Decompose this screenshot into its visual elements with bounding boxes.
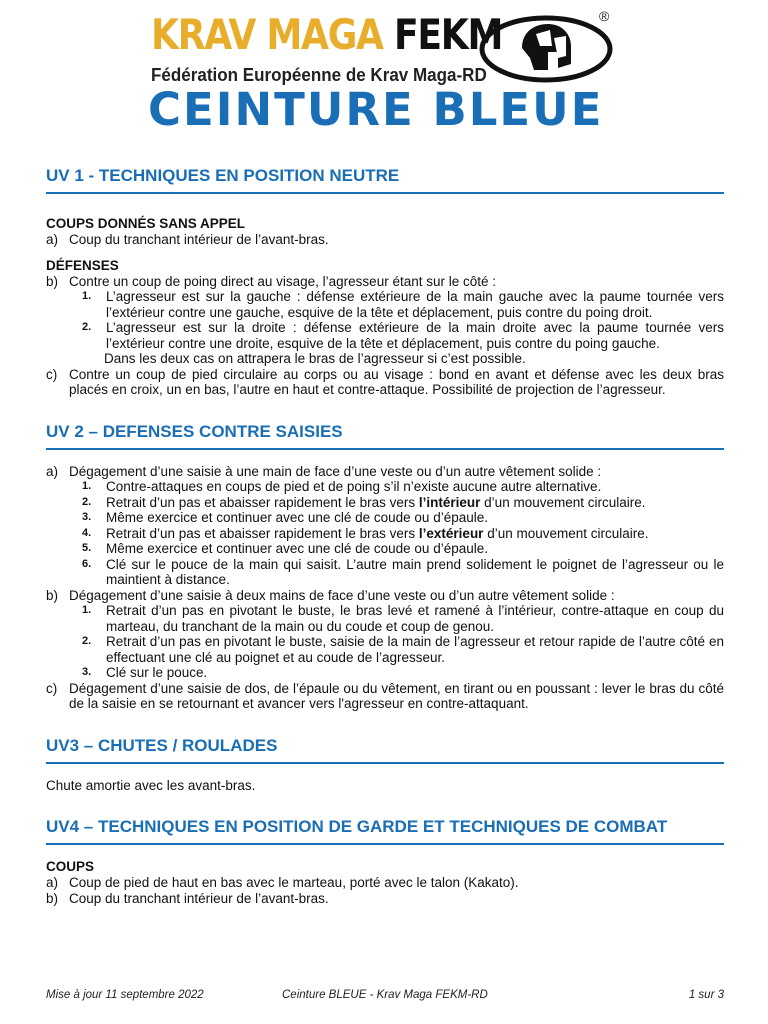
brand-wordmark bbox=[151, 10, 502, 60]
emphasis-text: l’intérieur bbox=[418, 494, 481, 510]
list-marker: a) bbox=[46, 463, 59, 479]
document-body bbox=[46, 164, 724, 906]
sub-list-number: 3. bbox=[82, 666, 92, 678]
sub-list-number: 6. bbox=[82, 557, 92, 570]
list-marker: a) bbox=[46, 875, 59, 890]
list-text: Coup du tranchant intérieur de l’avant-bras. bbox=[69, 890, 329, 906]
sub-list-number: 1. bbox=[82, 480, 92, 492]
text-run: d’un mouvement circulaire. bbox=[480, 494, 646, 510]
subheading-coups: COUPS DONNÉS SANS APPEL bbox=[46, 216, 246, 231]
sub-list-item bbox=[46, 665, 724, 681]
list-marker: b) bbox=[46, 273, 59, 289]
list-text: Contre un coup de poing direct au visage, l’agresseur étant sur le côté : bbox=[69, 273, 497, 289]
sub-list-text: Clé sur le pouce. bbox=[106, 665, 208, 680]
emphasis-text: l’extérieur bbox=[418, 525, 484, 541]
subheading-defenses: DÉFENSES bbox=[46, 257, 119, 273]
footer-page-number: 1 sur 3 bbox=[688, 989, 724, 1001]
sub-list-number: 3. bbox=[82, 511, 92, 523]
list-text: Coup de pied de haut en bas avec le marteau, porté avec le talon (Kakato). bbox=[69, 875, 519, 890]
footer-document-title: Ceinture BLEUE - Krav Maga FEKM-RD bbox=[282, 989, 488, 1001]
sub-list-number: 1. bbox=[82, 290, 92, 302]
list-item bbox=[46, 875, 724, 891]
text-run: Retrait d’un pas et abaisser rapidement le bras vers bbox=[106, 525, 419, 541]
footer-updated: Mise à jour 11 septembre 2022 bbox=[46, 989, 204, 1001]
sub-list-text: Clé sur le pouce de la main qui saisit. L’autre main prend solidement le poignet de l’agresseur ou le maintient à distance. bbox=[106, 556, 724, 587]
section-title-uv3: UV3 – CHUTES / ROULADES bbox=[46, 734, 724, 764]
list-item bbox=[46, 891, 724, 907]
text-run: Retrait d’un pas et abaisser rapidement le bras vers bbox=[106, 494, 419, 510]
sub-list-text bbox=[106, 495, 724, 511]
sub-list-text bbox=[106, 526, 724, 542]
list-item bbox=[46, 681, 724, 712]
section-title-uv4: UV4 – TECHNIQUES EN POSITION DE GARDE ET TECHNIQUES DE COMBAT bbox=[46, 815, 724, 845]
sub-list-item bbox=[46, 541, 724, 557]
list-text: Dégagement d’une saisie à une main de face d’une veste ou d’un autre vêtement solide : bbox=[69, 463, 602, 479]
helmet-logo-icon bbox=[478, 12, 614, 84]
sub-list-item bbox=[46, 557, 724, 588]
sub-list-item bbox=[46, 526, 724, 542]
list-note: Dans les deux cas on attrapera le bras de l’agresseur si c’est possible. bbox=[104, 351, 526, 366]
section-title-uv2: UV 2 – DEFENSES CONTRE SAISIES bbox=[46, 420, 724, 450]
sub-list-text: Même exercice et continuer avec une clé de coude ou d’épaule. bbox=[106, 541, 488, 556]
sub-list-item bbox=[46, 634, 724, 665]
list-item bbox=[46, 367, 724, 398]
list-marker: b) bbox=[46, 587, 59, 603]
subheading-coups: COUPS bbox=[46, 859, 95, 874]
sub-list-text: Même exercice et continuer avec une clé de coude ou d’épaule. bbox=[106, 510, 488, 525]
sub-list-number: 2. bbox=[82, 635, 92, 647]
list-text: Contre un coup de pied circulaire au corps ou au visage : bond en avant et défense avec les deux bras placés en croix, un en bas, l’autre en haut et contre-attaque. Possibilité de projection de l’agresseur. bbox=[69, 366, 724, 397]
sub-list-item bbox=[46, 510, 724, 526]
sub-list-text: L’agresseur est sur la droite : défense extérieure de la main droite avec la paume tournée vers l’extérieur contre une droite, esquive de la tête et déplacement, puis contre du poing gauche. bbox=[106, 320, 724, 351]
sub-list-number: 4. bbox=[82, 526, 92, 539]
section-title-uv1: UV 1 - TECHNIQUES EN POSITION NEUTRE bbox=[46, 164, 724, 194]
brand-fekm: FEKM bbox=[394, 10, 503, 59]
text-run: d’un mouvement circulaire. bbox=[483, 525, 649, 541]
federation-name: Fédération Européenne de Krav Maga-RD bbox=[151, 64, 487, 85]
list-marker: c) bbox=[46, 680, 58, 696]
page-title: CEINTURE BLEUE bbox=[148, 83, 604, 136]
list-item bbox=[46, 588, 724, 604]
sub-list-number: 1. bbox=[82, 604, 92, 616]
sub-list-text: Retrait d’un pas en pivotant le buste, le bras levé et ramené à l’intérieur, contre-attaque en coup du marteau, du tranchant de la main ou du coude et coup de genou. bbox=[106, 603, 724, 634]
sub-list-number: 5. bbox=[82, 542, 92, 554]
list-marker: b) bbox=[46, 890, 59, 906]
sub-list-text: L’agresseur est sur la gauche : défense extérieure de la main gauche avec la paume tournée vers l’extérieur contre une gauche, esquive de la tête et déplacement, puis contre du poing droit. bbox=[106, 289, 724, 320]
list-item bbox=[46, 232, 724, 248]
sub-list-item bbox=[46, 289, 724, 320]
list-text: Dégagement d’une saisie de dos, de l’épaule ou du vêtement, en tirant ou en poussant : lever le bras du côté de la saisie en se retournant et avancer vers l'agresseur en contre-attaquant. bbox=[69, 680, 724, 711]
sub-list-item bbox=[46, 479, 724, 495]
list-item bbox=[46, 274, 724, 290]
list-text: Dégagement d’une saisie à deux mains de face d’une veste ou d’un autre vêtement solide : bbox=[69, 587, 615, 603]
sub-list-item bbox=[46, 495, 724, 511]
sub-list-text: Contre-attaques en coups de pied et de poing s’il n’existe aucune autre alternative. bbox=[106, 479, 602, 494]
list-marker: c) bbox=[46, 366, 58, 382]
sub-list-number: 2. bbox=[82, 495, 92, 508]
list-item bbox=[46, 464, 724, 480]
sub-list-number: 2. bbox=[82, 321, 92, 333]
page-header bbox=[0, 0, 768, 135]
paragraph: Chute amortie avec les avant-bras. bbox=[46, 777, 256, 793]
brand-krav-maga: KRAV MAGA bbox=[151, 10, 383, 59]
list-marker: a) bbox=[46, 232, 59, 247]
registered-mark: ® bbox=[599, 8, 610, 24]
list-text: Coup du tranchant intérieur de l’avant-bras. bbox=[69, 232, 329, 247]
sub-list-item bbox=[46, 603, 724, 634]
sub-list-text: Retrait d’un pas en pivotant le buste, saisie de la main de l’agresseur et retour rapide de l’autre côté en effectuant une clé au poignet et au coude de l’agresseur. bbox=[106, 634, 724, 665]
sub-list-item bbox=[46, 320, 724, 351]
